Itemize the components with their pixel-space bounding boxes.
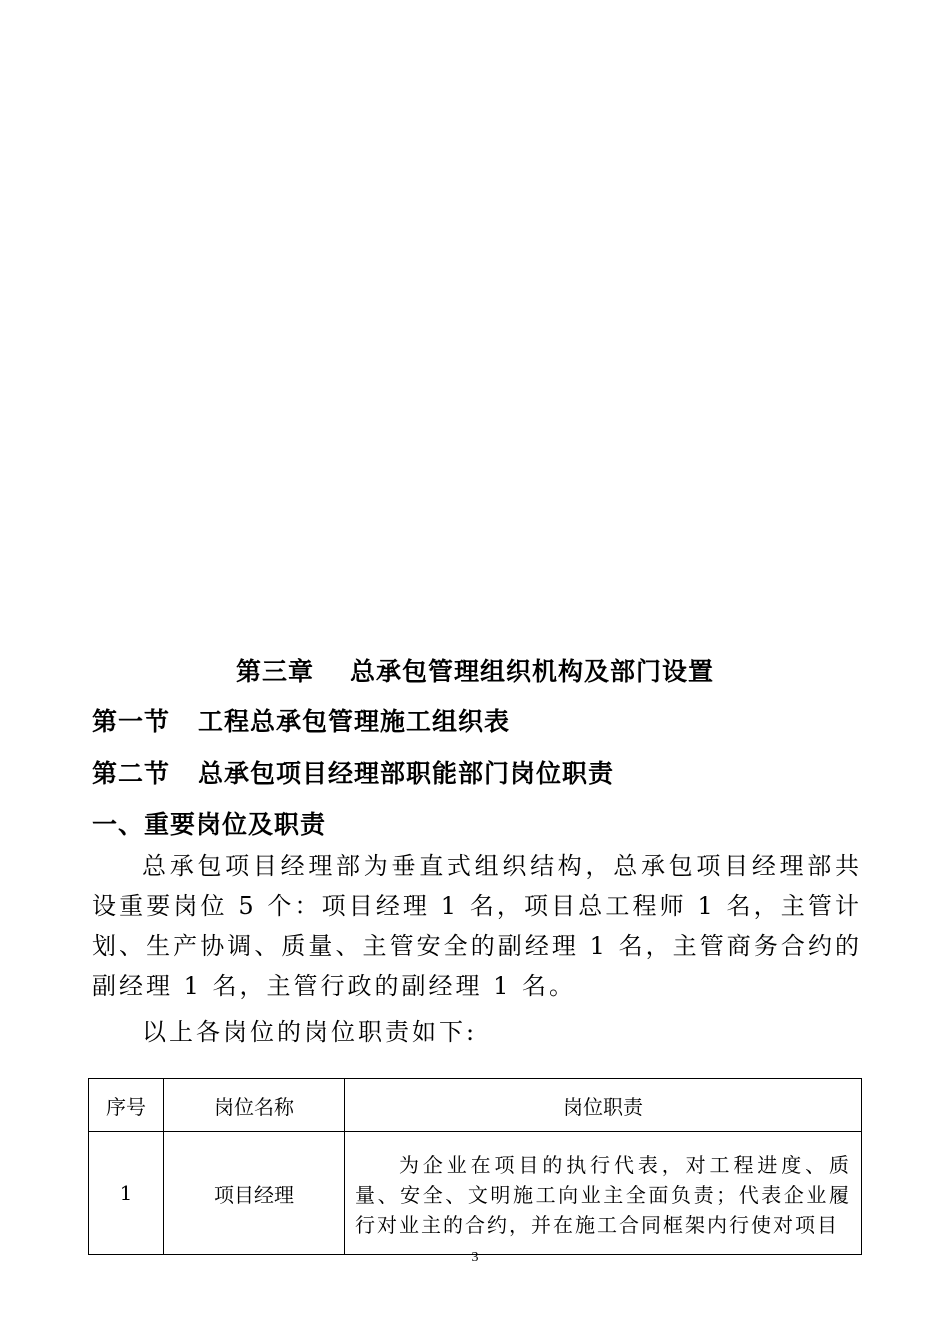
section-heading-2: [92, 754, 614, 790]
table-row: [89, 1132, 862, 1255]
page-number: 3: [471, 1250, 479, 1265]
header-duties: 岗位职责: [345, 1079, 862, 1132]
section-2-title: 总承包项目经理部职能部门岗位职责: [198, 759, 615, 788]
cell-no: 1: [89, 1132, 164, 1255]
cell-duties: 为企业在项目的执行代表，对工程进度、质量、安全、文明施工向业主全面负责；代表企业履行对业主的合约，并在施工合同框架内行使对项目: [345, 1132, 862, 1255]
chapter-number: 第三章: [235, 657, 314, 686]
header-position-name: 岗位名称: [164, 1079, 345, 1132]
subsection-heading: 一、重要岗位及职责: [92, 810, 327, 839]
section-heading-1: [92, 702, 510, 738]
body-paragraph-1: 总承包项目经理部为垂直式组织结构，总承包项目经理部共设重要岗位 5 个：项目经理 1 名，项目总工程师 1 名，主管计划、生产协调、质量、主管安全的副经理 1 名，主管商务合约的副经理 1 名，主管行政的副经理 1 名。: [92, 852, 862, 1000]
table-header-row: [89, 1079, 862, 1132]
duties-table: [88, 1078, 862, 1255]
body-paragraph-2: 以上各岗位的岗位职责如下:: [142, 1018, 478, 1046]
chapter-title: [0, 652, 950, 688]
section-2-number: 第二节: [92, 759, 171, 788]
section-1-number: 第一节: [92, 707, 171, 736]
header-no: 序号: [89, 1079, 164, 1132]
cell-position-name: 项目经理: [164, 1132, 345, 1255]
section-1-title: 工程总承包管理施工组织表: [198, 707, 511, 736]
chapter-title-text: 总承包管理组织机构及部门设置: [350, 657, 715, 686]
